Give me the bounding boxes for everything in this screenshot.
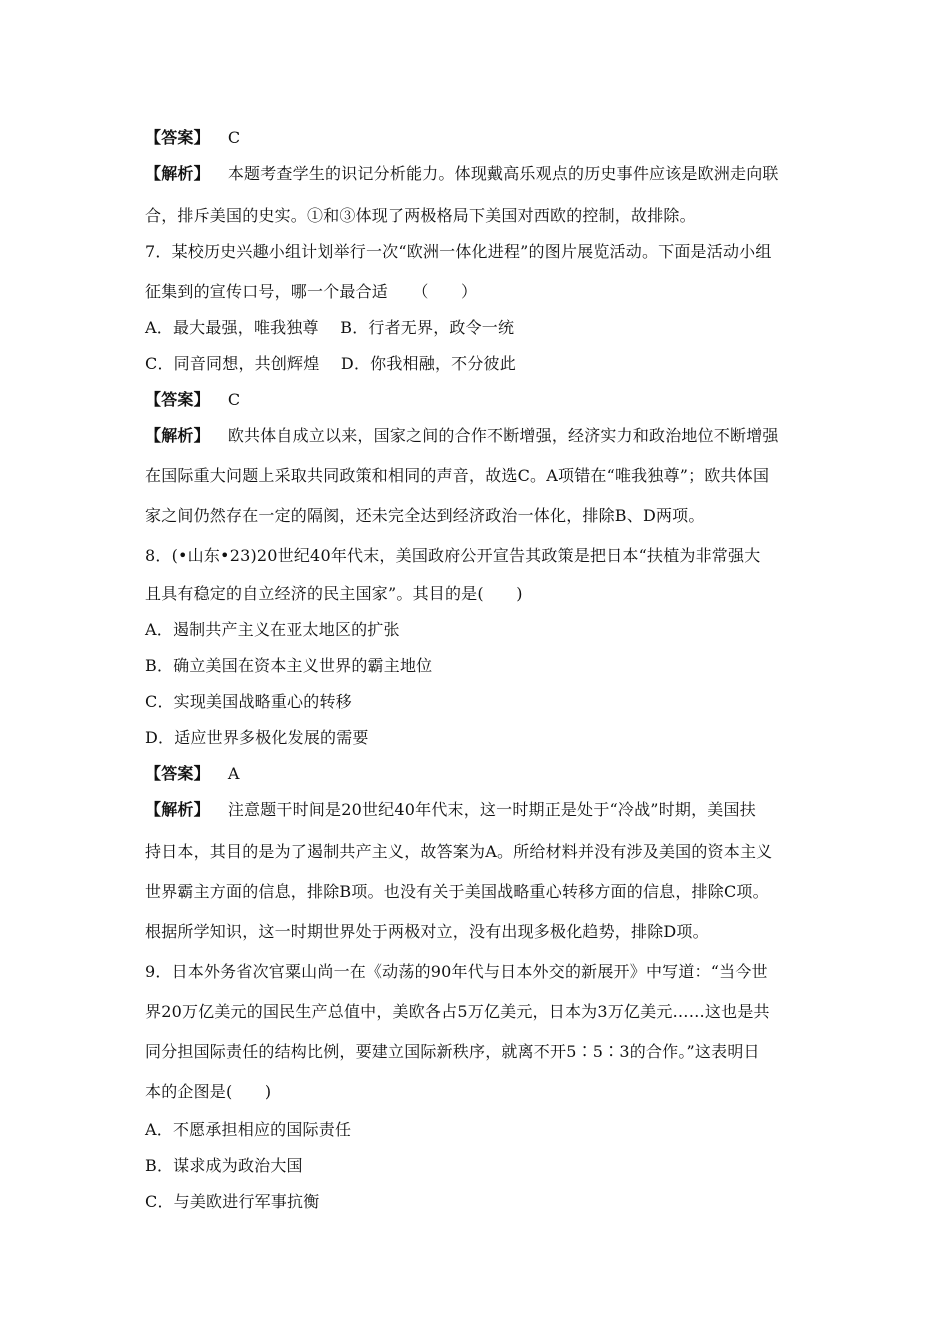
- analysis-text: 本题考查学生的识记分析能力。体现戴高乐观点的历史事件应该是欧洲走向联: [227, 164, 779, 183]
- answer-line: [145, 128, 240, 148]
- answer-value: C: [227, 390, 241, 409]
- answer-line: [145, 390, 240, 410]
- text-line: 持日本，其目的是为了遏制共产主义，故答案为A。所给材料并没有涉及美国的资本主义: [145, 842, 773, 861]
- option-line: C．实现美国战略重心的转移: [145, 692, 352, 711]
- text-line: 合，排斥美国的史实。①和③体现了两极格局下美国对西欧的控制，故排除。: [145, 206, 696, 225]
- question-9: 9．日本外务省次官粟山尚一在《动荡的90年代与日本外交的新展开》中写道：“当今世: [145, 962, 768, 981]
- text-line: 征集到的宣传口号，哪一个最合适 （ ）: [145, 282, 478, 301]
- option-line: A．遏制共产主义在亚太地区的扩张: [145, 620, 400, 639]
- answer-tag: 【答案】: [145, 390, 210, 409]
- option-line: D．适应世界多极化发展的需要: [145, 728, 369, 747]
- text-line: 根据所学知识，这一时期世界处于两极对立，没有出现多极化趋势，排除D项。: [145, 922, 709, 941]
- text-line: 界20万亿美元的国民生产总值中，美欧各占5万亿美元，日本为3万亿美元……这也是共: [145, 1002, 770, 1021]
- text-line: 在国际重大问题上采取共同政策和相同的声音，故选C。A项错在“唯我独尊”；欧共体国: [145, 466, 770, 485]
- text-line: 同分担国际责任的结构比例，要建立国际新秩序，就离不开5∶5∶3的合作。”这表明日: [145, 1042, 760, 1061]
- text-line: 世界霸主方面的信息，排除B项。也没有关于美国战略重心转移方面的信息，排除C项。: [145, 882, 769, 901]
- text-line: 且具有稳定的自立经济的民主国家”。其目的是( ): [145, 584, 523, 603]
- answer-tag: 【答案】: [145, 764, 210, 783]
- text-line: 家之间仍然存在一定的隔阂，还未完全达到经济政治一体化，排除B、D两项。: [145, 506, 705, 525]
- analysis-text: 欧共体自成立以来，国家之间的合作不断增强，经济实力和政治地位不断增强: [227, 426, 779, 445]
- option-line: A．不愿承担相应的国际责任: [145, 1120, 352, 1139]
- question-7: 7．某校历史兴趣小组计划举行一次“欧洲一体化进程”的图片展览活动。下面是活动小组: [145, 242, 772, 261]
- analysis-tag: 【解析】: [145, 800, 210, 819]
- answer-value: C: [227, 128, 241, 147]
- answer-line: [145, 764, 240, 784]
- analysis-text: 注意题干时间是20世纪40年代末，这一时期正是处于“冷战”时期，美国扶: [227, 800, 756, 819]
- option-line: C．同音同想，共创辉煌 D．你我相融，不分彼此: [145, 354, 516, 373]
- answer-tag: 【答案】: [145, 128, 210, 147]
- option-line: B．谋求成为政治大国: [145, 1156, 303, 1175]
- text-line: 本的企图是( ): [145, 1082, 272, 1101]
- answer-value: A: [227, 764, 240, 783]
- option-line: C．与美欧进行军事抗衡: [145, 1192, 320, 1211]
- option-line: A．最大最强，唯我独尊 B．行者无界，政令一统: [145, 318, 515, 337]
- analysis-tag: 【解析】: [145, 426, 210, 445]
- option-line: B．确立美国在资本主义世界的霸主地位: [145, 656, 433, 675]
- analysis-tag: 【解析】: [145, 164, 210, 183]
- question-8: 8．(•山东•23)20世纪40年代末，美国政府公开宣告其政策是把日本“扶植为非常强大: [145, 546, 761, 565]
- analysis-line: [145, 426, 779, 446]
- analysis-line: [145, 800, 756, 820]
- analysis-line: [145, 164, 779, 184]
